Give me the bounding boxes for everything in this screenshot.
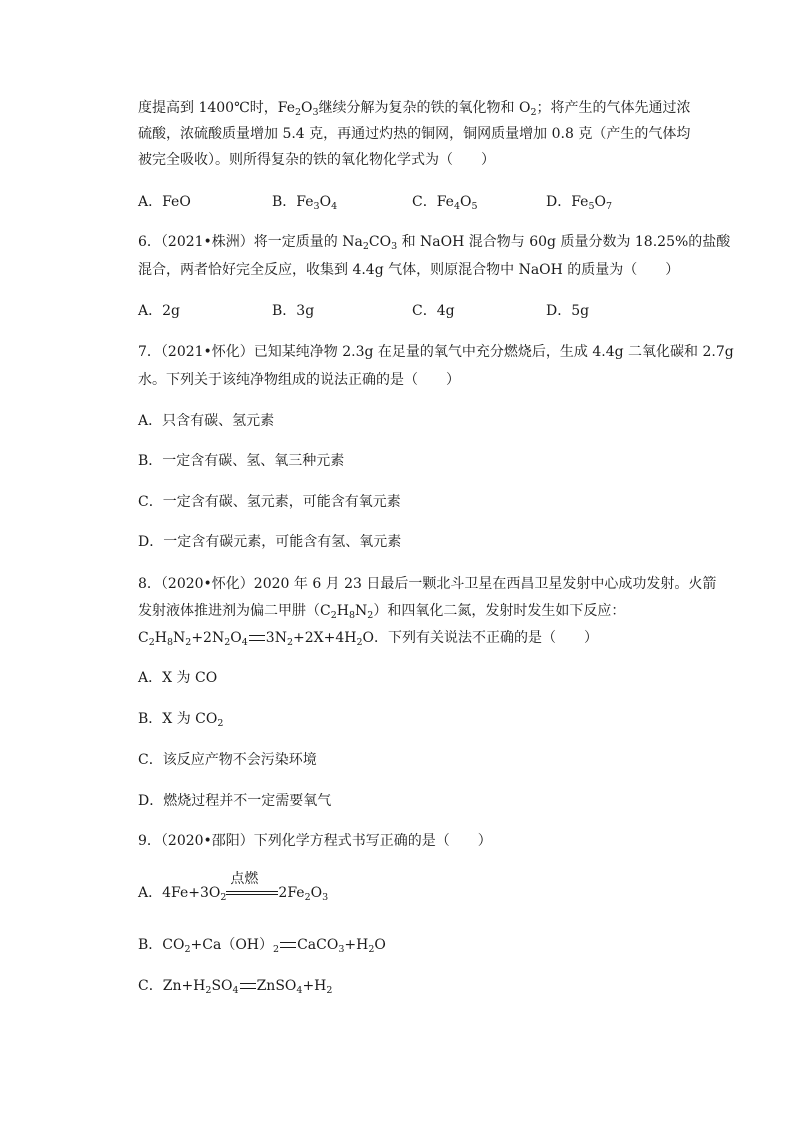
q9-option-a: A．$4Fe+3O_2$ 点燃 $2Fe_2O_3$ bbox=[138, 871, 329, 903]
q8-option-b: B．X 为 $CO_2$ bbox=[138, 711, 224, 729]
q7-option-a: A．只含有碳、氢元素 bbox=[138, 413, 275, 429]
q6-stem-line2: 混合，两者恰好完全反应，收集到 4.4g 气体，则原混合物中 NaOH 的质量为（ ） bbox=[138, 262, 680, 278]
q5-stem-line1: 度提高到 1400℃时，$Fe_2O_3$继续分解为复杂的铁的氧化物和 $O_2$；将产生的气体先通过浓 bbox=[138, 100, 691, 118]
q6-option-d: D．5g bbox=[546, 303, 590, 319]
q8-equation-line: $C_2H_8N_2+2N_2O_4$ $3N_2+2X+4H_2O$．下列有关说法不正确的是（ ） bbox=[138, 630, 598, 648]
q5-option-a: A．FeO bbox=[138, 194, 191, 210]
equals-sign bbox=[240, 983, 256, 989]
q7-stem-line1: 7．（2021•怀化）已知某纯净物 2.3g 在足量的氧气中充分燃烧后，生成 4.4g 二氧化碳和 2.7g bbox=[138, 344, 734, 360]
q6-option-b: B．3g bbox=[272, 303, 315, 319]
q6-stem-line1: 6．（2021•株洲）将一定质量的 $Na_2CO_3$ 和 NaOH 混合物与 60g 质量分数为 18.25%的盐酸 bbox=[138, 234, 731, 252]
q6-option-c: C．4g bbox=[412, 303, 455, 319]
q8-option-d: D．燃烧过程并不一定需要氧气 bbox=[138, 793, 332, 809]
q5-option-b: B．$Fe_3O_4$ bbox=[272, 194, 338, 212]
q9-option-b: B．$CO_2+Ca(OH)_2$ $CaCO_3+H_2O$ bbox=[138, 937, 386, 955]
q9-option-c: C．$Zn+H_2SO_4$ $ZnSO_4+H_2$ bbox=[138, 978, 333, 996]
q8-stem-line1: 8．（2020•怀化）2020 年 6 月 23 日最后一颗北斗卫星在西昌卫星发射中心成功发射。火箭 bbox=[138, 576, 717, 592]
q6-option-a: A．2g bbox=[138, 303, 180, 319]
q9-stem-line1: 9．（2020•邵阳）下列化学方程式书写正确的是（ ） bbox=[138, 833, 492, 849]
q7-stem-line2: 水。下列关于该纯净物组成的说法正确的是（ ） bbox=[138, 372, 460, 388]
q5-stem-line2: 硫酸，浓硫酸质量增加 5.4 克，再通过灼热的铜网，铜网质量增加 0.8 克（产生的气体均 bbox=[138, 126, 691, 142]
reaction-condition-arrow: 点燃 bbox=[226, 886, 278, 900]
q5-stem-line3: 被完全吸收）。则所得复杂的铁的氧化物化学式为（ ） bbox=[138, 152, 495, 168]
q7-option-d: D．一定含有碳元素，可能含有氢、氧元素 bbox=[138, 534, 402, 550]
q8-stem-line2: 发射液体推进剂为偏二甲肼$(C_2H_8N_2)$和四氧化二氮，发射时发生如下反应： bbox=[138, 603, 626, 621]
equals-sign bbox=[280, 942, 296, 948]
q7-option-c: C．一定含有碳、氢元素，可能含有氧元素 bbox=[138, 494, 401, 510]
q5-option-c: C．$Fe_4O_5$ bbox=[412, 194, 478, 212]
q8-option-c: C．该反应产物不会污染环境 bbox=[138, 752, 317, 768]
equals-sign bbox=[249, 635, 265, 641]
q7-option-b: B．一定含有碳、氢、氧三种元素 bbox=[138, 453, 345, 469]
q5-option-d: D．$Fe_5O_7$ bbox=[546, 194, 613, 212]
q8-option-a: A．X 为 CO bbox=[138, 670, 218, 686]
